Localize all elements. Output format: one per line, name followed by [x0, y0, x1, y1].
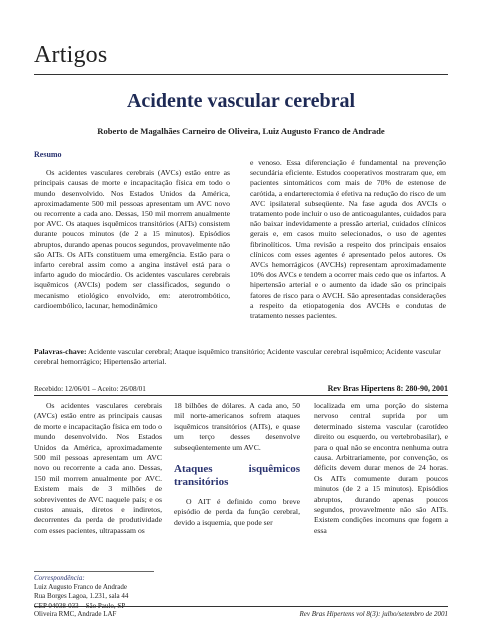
body-column-2: [174, 401, 300, 528]
correspondence-name: Luiz Augusto Franco de Andrade: [34, 583, 127, 592]
correspondence-city: CEP 04038-033 – São Paulo, SP: [34, 601, 126, 610]
article-meta: [34, 384, 448, 393]
subsection-heading: Ataques isquêmicos transitórios: [174, 463, 300, 489]
keywords: [34, 347, 448, 367]
section-title: Artigos: [34, 42, 108, 68]
abstract-left-column: [34, 150, 230, 311]
abstract-heading: Resumo: [34, 150, 62, 159]
keywords-label: Palavras-chave:: [34, 347, 87, 356]
article-title: Acidente vascular cerebral: [126, 90, 356, 112]
bottom-rule: [34, 606, 448, 607]
page-footer: [34, 610, 448, 618]
body-column-3: [314, 401, 448, 536]
top-rule: [34, 74, 448, 75]
received-dates: Recebido: 12/06/01 – Aceito: 26/08/01: [34, 385, 146, 393]
journal-citation: Rev Bras Hipertens 8: 280-90, 2001: [327, 384, 448, 393]
body-col1-text: Os acidentes vasculares cerebrais (AVCs) estão entre as principais causas de morte e incapacitação física em todo o mundo desenvolvido. Nos Estados Unidos da América, aproximadamente 500 mil pessoas apresentam um AVC novo ou recorrente a cada ano. Dessas, 150 mil morrem anualmente por AVC. Existem mais de 3 milhões de sobreviventes de AVC naquele país; e os custos anuais, diretos e indiretos, decorrentes da perda de produtividade com esses pacientes, ultrapassam os: [34, 401, 162, 535]
keywords-text: Acidente vascular cerebral; Ataque isquêmico transitório; Acidente vascular cerebral isquêmico; Acidente vascular cerebral hemorrágico; Hipertensão arterial.: [34, 347, 441, 367]
footer-journal: Rev Bras Hipertens vol 8(3): julho/setembro de 2001: [299, 610, 448, 618]
footer-authors: Oliveira RMC, Andrade LAF: [34, 610, 117, 618]
abstract-left-text: Os acidentes vasculares cerebrais (AVCs) estão entre as principais causas de morte e incapacitação física em todo o mundo desenvolvido. Nos Estados Unidos da América, aproximadamente 500 mil pessoas apresentam um AVC novo ou recorrente a cada ano. Dessas, 150 mil morrem anualmente por AVC. Os ataques isquêmicos transitórios (AITs) consistem durante poucos minutos (de 2 a 15 minutos). Episódios abruptos, durando apenas poucos segundos, provavelmente não são AITs. Os AITs constituem uma emergência. Estão para o infarto cerebral assim como a angina instável está para o infarto agudo do miocárdio. Os acidentes vasculares cerebrais isquêmicos (AVCIs) podem ser classificados, segundo o mecanismo etiológico envolvido, em: aterotrombótico, cardioembólico, lacunar, hemodinâmico: [34, 168, 230, 310]
abstract-right-text: e venoso. Essa diferenciação é fundamental na prevenção secundária eficiente. Estudos cooperativos mostraram que, em pacientes sintomáticos com mais de 70% de estenose de carótida, a endarterectomia é efetiva na redução do risco de um AVC ipsilateral subseqüente. Na fase aguda dos AVCIs o tratamento pode incluir o uso de anticoagulantes, cuidados para não baixar indevidamente a pressão arterial, cuidados clínicos gerais e, em casos muito selecionados, o uso de agentes fibrinolíticos. Uma revisão a respeito dos principais ensaios clínicos com esses agentes é apresentado pelos autores. Os AVCs hemorrágicos (AVCHs) representam aproximadamente 10% dos AVCs e tendem a ocorrer mais cedo que os infartos. A hipertensão arterial e o aumento da idade são os principais fatores de risco para o AVCH. São apresentadas considerações a respeito da etiopatogenia dos AVCHs e condutas de tratamento nesses pacientes.: [250, 158, 446, 321]
correspondence-address: Rua Borges Lagoa, 1.231, sala 44: [34, 592, 129, 601]
body-col2-bottom-text: O AIT é definido como breve episódio de perda da função cerebral, devido a isquemia, que pode ser: [174, 497, 300, 527]
abstract-right-column: [250, 158, 446, 321]
correspondence-rule: [34, 571, 154, 572]
article-authors: Roberto de Magalhães Carneiro de Oliveira, Luiz Augusto Franco de Andrade: [97, 126, 385, 136]
body-column-1: [34, 401, 162, 536]
correspondence-label: Correspondência:: [34, 574, 85, 582]
body-col2-top-text: 18 bilhões de dólares. A cada ano, 50 mil norte-americanos sofrem ataques isquêmicos transitórios (AITs), e quase um terço desses desenvolve subseqüentemente um AVC.: [174, 401, 300, 452]
body-col3-text: localizada em uma porção do sistema nervoso central suprida por um determinado sistema vascular (carotídeo direito ou esquerdo, ou vertebrobasilar), e para o qual não se encontra nenhuma outra causa. Arbitrariamente, por convenção, os déficits devem durar menos de 24 horas. Os AITs comumente duram poucos minutos (de 2 a 15 minutos). Episódios abruptos, durando apenas poucos segundos, provavelmente não são AITs. Existem condições incomuns que fogem a essa: [314, 401, 448, 535]
meta-rule: [34, 395, 448, 396]
